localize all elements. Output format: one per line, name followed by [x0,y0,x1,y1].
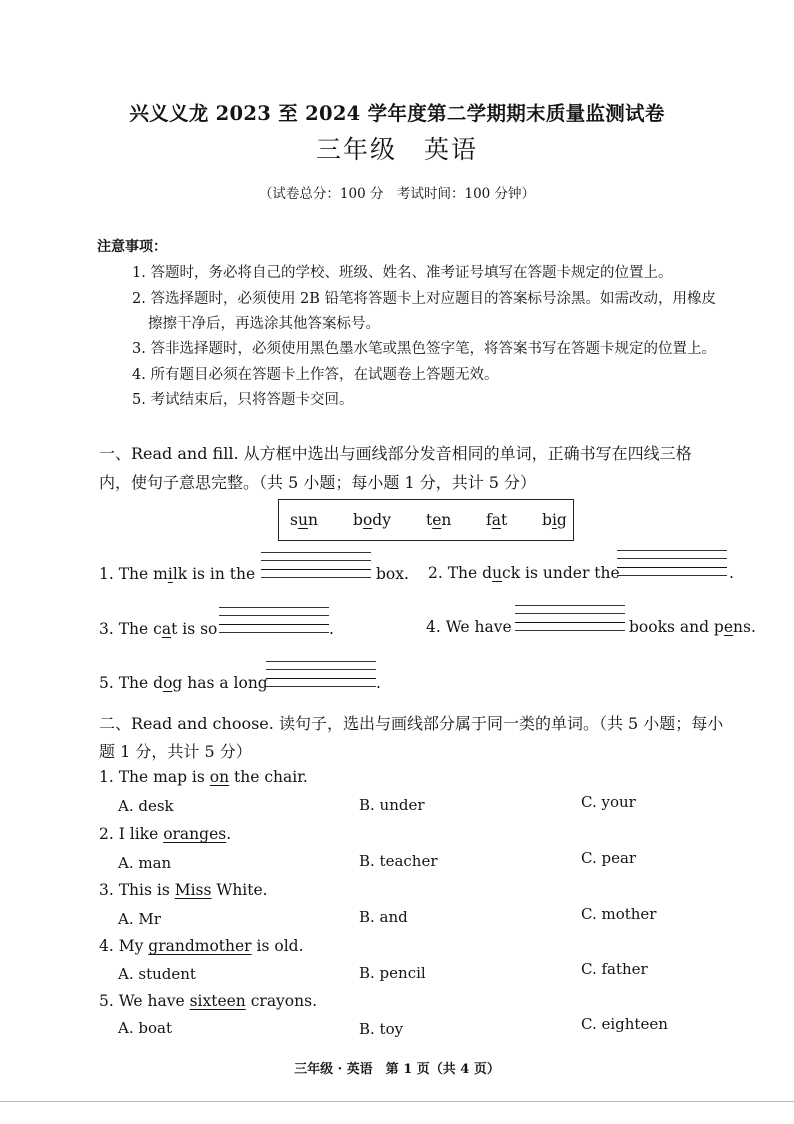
option-b[interactable]: B. under [359,796,425,814]
fill-question-5: 5. The dog has a long [99,674,268,692]
underlined-letter: i [551,511,557,529]
four-line-grid-5[interactable] [266,661,376,687]
section2-heading: 二、Read and choose. 读句子，选出与画线部分属于同一类的单词。（共 5 小题；每小 [99,714,724,733]
notice-heading: 注意事项： [97,239,167,255]
section2-heading-cont: 题 1 分，共计 5 分） [99,742,252,761]
notice-item: 擦擦干净后，再选涂其他答案标号。 [148,316,380,332]
choice-question-2: 2. I like oranges. [99,825,232,843]
fill-question-4-end: books and pens. [629,618,756,636]
fill-question-2: 2. The duck is under the [428,564,620,582]
footer-divider [0,1101,794,1102]
word-box-item: sun [290,511,318,529]
section1-heading: 一、Read and fill. 从方框中选出与画线部分发音相同的单词，正确书写在四线三格 [99,444,692,463]
four-line-grid-3[interactable] [219,607,329,633]
notice-item: 1. 答题时，务必将自己的学校、班级、姓名、准考证号填写在答题卡规定的位置上。 [132,265,673,281]
option-a[interactable]: A. man [118,854,172,872]
word-box-item: ten [426,511,452,529]
notice-item: 5. 考试结束后，只将答题卡交回。 [132,392,354,408]
exam-meta: （试卷总分：100 分 考试时间：100 分钟） [258,186,536,202]
choice-question-5: 5. We have sixteen crayons. [99,992,318,1010]
option-b[interactable]: B. pencil [359,964,426,982]
notice-item: 2. 答选择题时，必须使用 2B 铅笔将答题卡上对应题目的答案标号涂黑。如需改动，用橡皮 [132,291,717,307]
option-c[interactable]: C. father [581,960,648,978]
fill-question-3: 3. The cat is so [99,620,218,638]
page-footer: 三年级 · 英语 第 1 页（共 4 页） [294,1062,500,1077]
exam-title: 兴义义龙 2023 至 2024 学年度第二学期期末质量监测试卷 [129,102,665,125]
underlined-letter: u [297,511,308,529]
word-box-item: fat [486,511,508,529]
fill-question-1: 1. The milk is in the [99,565,256,583]
choice-question-4: 4. My grandmother is old. [99,937,304,955]
fill-question-2-end: . [729,564,734,582]
word-box-item: body [353,511,391,529]
fill-question-4: 4. We have [426,618,512,636]
option-c[interactable]: C. your [581,793,636,811]
option-c[interactable]: C. pear [581,849,637,867]
option-b[interactable]: B. toy [359,1020,404,1038]
fill-question-1-end: box. [376,565,409,583]
option-a[interactable]: A. student [118,965,196,983]
option-a[interactable]: A. Mr [118,910,161,928]
word-box-item: big [542,511,567,529]
four-line-grid-4[interactable] [515,605,625,631]
option-c[interactable]: C. mother [581,905,657,923]
fill-question-3-end: . [329,620,334,638]
four-line-grid-2[interactable] [617,550,727,576]
underlined-letter: a [491,511,501,529]
notice-item: 4. 所有题目必须在答题卡上作答，在试题卷上答题无效。 [132,367,499,383]
section1-heading-cont: 内，使句子意思完整。（共 5 小题；每小题 1 分，共计 5 分） [99,473,537,492]
four-line-grid-1[interactable] [261,552,371,578]
option-a[interactable]: A. boat [118,1019,172,1037]
option-b[interactable]: B. and [359,908,408,926]
fill-question-5-end: . [376,674,381,692]
choice-question-3: 3. This is Miss White. [99,881,268,899]
option-a[interactable]: A. desk [118,797,174,815]
option-b[interactable]: B. teacher [359,852,438,870]
option-c[interactable]: C. eighteen [581,1015,668,1033]
underlined-letter: o [362,511,373,529]
notice-item: 3. 答非选择题时，必须使用黑色墨水笔或黑色签字笔，将答案书写在答题卡规定的位置上。 [132,341,716,357]
choice-question-1: 1. The map is on the chair. [99,768,308,786]
underlined-letter: e [432,511,442,529]
exam-subtitle: 三年级 英语 [315,135,478,164]
